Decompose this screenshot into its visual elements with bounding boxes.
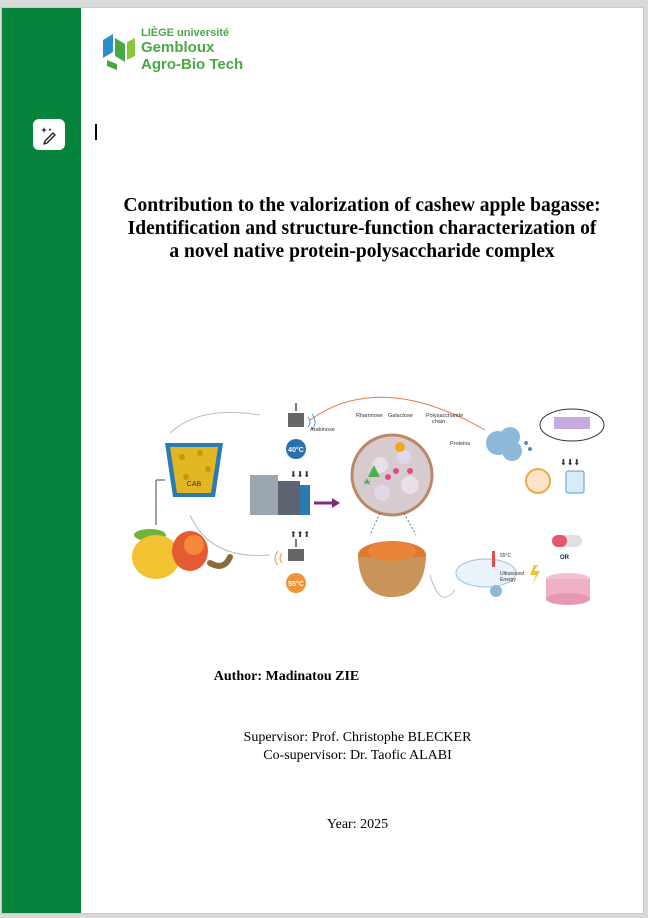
cab-label: CAB (186, 481, 202, 488)
document-page (1, 7, 644, 914)
edit-button[interactable] (33, 119, 65, 150)
label-poly-chain-2: chain (432, 419, 446, 425)
logo-mark-icon (101, 34, 137, 70)
graphical-abstract (120, 385, 620, 613)
pencil-sparkle-icon (39, 125, 59, 145)
author-text: Author: Madinatou ZIE (213, 669, 360, 684)
ultrasound-device-bottom (275, 539, 306, 593)
label-galactose: Galactose (388, 413, 413, 419)
temp-55-label: 55°C (288, 581, 304, 588)
cosupervisor-text: Co-supervisor: Dr. Taofic ALABI (263, 748, 452, 763)
logo-line-1: LIÈGE université (141, 27, 230, 39)
droplet-icon (526, 469, 550, 493)
logo-line-2: Gembloux (141, 39, 215, 56)
beaker-icon (566, 471, 584, 493)
university-logo (101, 26, 261, 86)
text-cursor (95, 124, 97, 140)
label-ultrasound-1: Ultrasound (500, 571, 525, 577)
author-line (2, 667, 643, 685)
label-or: OR (560, 555, 569, 561)
ultrasound-treatment-icon (456, 551, 540, 597)
label-poly-chain-1: Polysaccharide (426, 413, 464, 419)
cosupervisor-line (2, 748, 643, 764)
label-rhamnose: Rhamnose (356, 413, 383, 419)
supervisor-text: Supervisor: Prof. Christophe BLECKER (243, 730, 472, 745)
arrow-arc-bottom-right (430, 575, 455, 597)
gel-cylinder-icon (546, 573, 590, 605)
powder-bowl-icon (358, 541, 426, 597)
temp-40-label: 40°C (288, 447, 304, 454)
down-arrows-icon: ⬇⬇⬇ (290, 470, 311, 479)
up-arrows-icon: ⬆⬆⬆ (290, 530, 311, 539)
thesis-title: Contribution to the valorization of cashew apple bagasse: Identification and structure-function characterization of a novel native protein-polysaccharide complex (123, 195, 601, 262)
year-text: Year: 2025 (326, 817, 389, 832)
interface-diagram-icon (540, 409, 604, 441)
chromatography-instrument-icon (250, 475, 310, 515)
logo-line-3: Agro-Bio Tech (141, 56, 244, 73)
label-arabinose: Arabinose (310, 427, 335, 433)
protein-polysaccharide-complex (352, 435, 432, 515)
label-temp-small: 55°C (500, 553, 512, 559)
capsule-icon (552, 535, 582, 547)
cashew-apple-icon (132, 529, 230, 579)
cab-bucket-icon (165, 443, 223, 497)
arrow-arc-top-left (170, 412, 260, 433)
label-proteins: Proteins (450, 441, 471, 447)
supervisor-line (2, 730, 643, 746)
right-down-arrows-icon: ⬇⬇⬇ (560, 458, 581, 467)
year-line (2, 817, 643, 833)
emulsion-cloud-icon (486, 427, 532, 461)
label-ultrasound-2: Energy (500, 577, 516, 583)
